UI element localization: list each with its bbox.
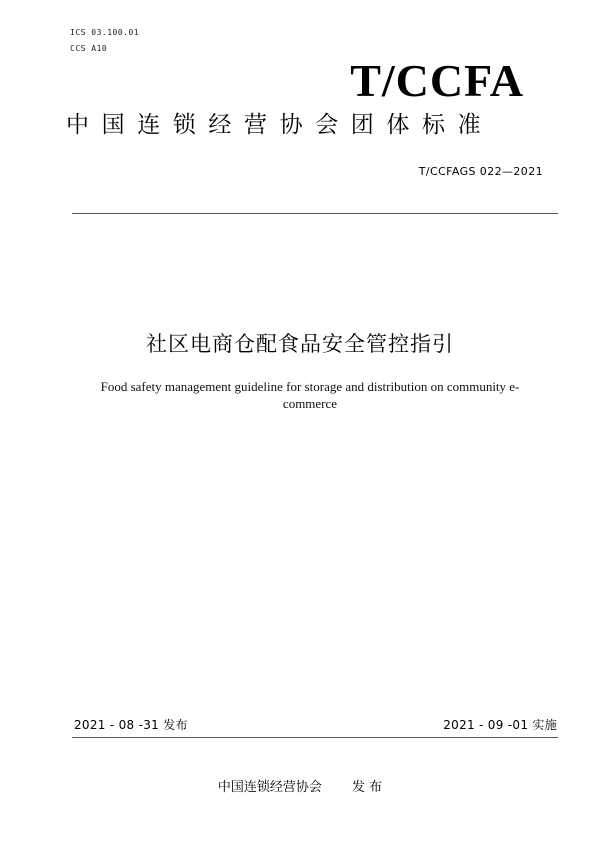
document-title-english: Food safety management guideline for storage and distribution on community e-commerce <box>100 379 520 411</box>
issuer-name: 中国连锁经营协会 <box>217 780 322 795</box>
bottom-divider <box>72 737 558 738</box>
implementation-date: 2021 - 09 -01 实施 <box>443 718 557 732</box>
ccs-code: CCS A10 <box>70 44 108 53</box>
top-divider <box>72 213 558 214</box>
document-title-chinese: 社区电商仓配食品安全管控指引 <box>146 332 454 356</box>
issuing-organization <box>0 776 600 795</box>
standard-series-name: 中国连锁经营协会团体标准 <box>66 112 494 138</box>
publication-date: 2021 - 08 -31 发布 <box>74 718 188 732</box>
standard-number: T/CCFAGS 022—2021 <box>418 165 543 178</box>
organization-code: T/CCFA <box>350 55 524 106</box>
issue-action: 发 布 <box>351 780 383 795</box>
ics-code: ICS 03.100.01 <box>70 28 140 37</box>
